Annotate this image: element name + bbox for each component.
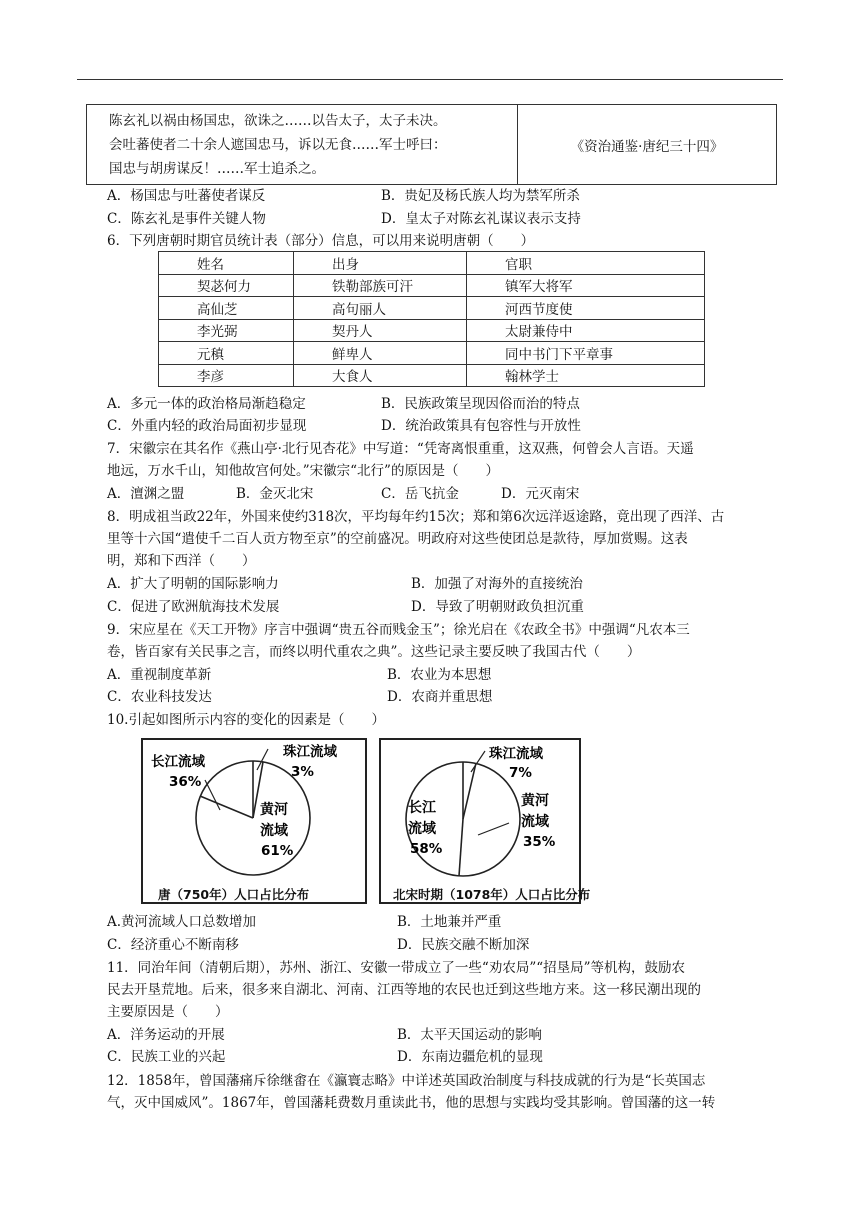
q10-option-b[interactable]: B．土地兼并严重 <box>397 914 502 930</box>
q7-stem: 地远，万水千山，知他故宫何处。”宋徽宗“北行”的原因是（ ） <box>107 463 499 479</box>
table-cell: 镇军大将军 <box>467 274 705 297</box>
table-header-row <box>159 252 705 275</box>
q9-option-b[interactable]: B．农业为本思想 <box>387 667 492 683</box>
leader-line <box>471 751 485 772</box>
value-changjiang: 36% <box>169 774 202 790</box>
q8-option-b[interactable]: B．加强了对海外的直接统治 <box>411 576 583 592</box>
q8-option-d[interactable]: D．导致了明朝财政负担沉重 <box>411 599 584 615</box>
table-header: 官职 <box>467 252 705 275</box>
q10-option-a[interactable]: A.黄河流域人口总数增加 <box>107 914 257 930</box>
officials-table <box>158 251 705 387</box>
label-zhujiang: 珠江流域 <box>283 744 337 760</box>
table-row <box>159 364 705 387</box>
table-cell: 河西节度使 <box>467 297 705 320</box>
value-zhujiang: 3% <box>291 764 314 780</box>
q9-option-a[interactable]: A．重视制度革新 <box>107 667 212 683</box>
q11-stem: 民去开垦荒地。后来，很多来自湖北、河南、江西等地的农民也迁到这些地方来。这一移民潮出现的 <box>107 982 701 998</box>
q6-option-b[interactable]: B．民族政策呈现因俗而治的特点 <box>381 396 580 412</box>
q9-option-c[interactable]: C．农业科技发达 <box>107 689 212 705</box>
value-huanghe: 35% <box>523 834 556 850</box>
label-huanghe-2: 流域 <box>521 814 549 830</box>
table-row <box>159 274 705 297</box>
table-header: 姓名 <box>159 252 294 275</box>
q11-stem: 主要原因是（ ） <box>107 1004 229 1020</box>
label-changjiang-1: 长江 <box>408 800 436 816</box>
quote-line: 国忠与胡虏谋反！……军士追杀之。 <box>109 161 325 177</box>
chart-caption-song: 北宋时期（1078年）人口占比分布 <box>393 887 591 902</box>
pie-chart-song-svg <box>381 740 579 902</box>
table-cell: 契丹人 <box>294 319 467 342</box>
q5-option-d[interactable]: D．皇太子对陈玄礼谋议表示支持 <box>381 211 581 227</box>
q7-stem: 7．宋徽宗在其名作《燕山亭·北行见杏花》中写道：“凭寄离恨重重，这双燕，何曾会人言语。天遥 <box>107 441 694 457</box>
leader-line <box>478 823 509 835</box>
q10-stem: 10.引起如图所示内容的变化的因素是（ ） <box>107 712 385 728</box>
quote-line: 会吐蕃使者二十余人遮国忠马，诉以无食……军士呼曰： <box>109 137 447 153</box>
q9-stem: 卷，皆百家有关民事之言，而终以明代重农之典”。这些记录主要反映了我国古代（ ） <box>107 644 641 660</box>
table-cell: 同中书门下平章事 <box>467 342 705 365</box>
table-row <box>159 319 705 342</box>
quote-text <box>87 105 518 184</box>
label-changjiang-2: 流域 <box>408 821 436 837</box>
pie-boundary <box>463 763 476 819</box>
table-row <box>159 297 705 320</box>
pie-chart-tang-svg <box>143 740 365 902</box>
label-huanghe-1: 黄河 <box>260 802 288 818</box>
q8-option-c[interactable]: C．促进了欧洲航海技术发展 <box>107 599 280 615</box>
q7-option-b[interactable]: B．金灭北宋 <box>236 486 314 502</box>
table-cell: 高仙芝 <box>159 297 294 320</box>
quote-source: 《资治通鉴·唐纪三十四》 <box>570 139 724 155</box>
pie-boundary <box>200 796 253 818</box>
q10-option-c[interactable]: C．经济重心不断南移 <box>107 937 239 953</box>
table-cell: 大食人 <box>294 364 467 387</box>
q11-stem: 11．同治年间（清朝后期），苏州、浙江、安徽一带成立了一些“劝农局”“招垦局”等机构，鼓励农 <box>107 960 686 976</box>
leader-line <box>205 780 220 810</box>
q8-stem: 8．明成祖当政22年，外国来使约318次，平均每年约15次；郑和第6次远洋返途路，竟出现了西洋、古 <box>107 509 725 525</box>
pie-boundary <box>459 819 463 876</box>
table-cell: 元稹 <box>159 342 294 365</box>
header-rule <box>77 79 783 80</box>
q9-stem: 9．宋应星在《天工开物》序言中强调“贵五谷而贱金玉”；徐光启在《农政全书》中强调“凡农本三 <box>107 622 690 638</box>
q12-stem: 气，灭中国威风”。1867年，曾国藩耗费数月重读此书，他的思想与实践均受其影响。曾国藩的这一转 <box>107 1095 716 1111</box>
table-row <box>159 342 705 365</box>
q5-option-a[interactable]: A．杨国忠与吐蕃使者谋反 <box>107 188 266 204</box>
label-huanghe-1: 黄河 <box>521 793 549 809</box>
value-huanghe: 61% <box>261 843 294 859</box>
q7-option-a[interactable]: A．澶渊之盟 <box>107 486 185 502</box>
q11-option-a[interactable]: A．洋务运动的开展 <box>107 1027 225 1043</box>
q8-stem: 明，郑和下西洋（ ） <box>107 553 256 569</box>
q11-option-b[interactable]: B．太平天国运动的影响 <box>397 1027 542 1043</box>
chart-caption-tang: 唐（750年）人口占比分布 <box>158 887 310 902</box>
q11-option-c[interactable]: C．民族工业的兴起 <box>107 1049 226 1065</box>
q11-option-d[interactable]: D．东南边疆危机的显现 <box>397 1049 543 1065</box>
table-cell: 李光弼 <box>159 319 294 342</box>
value-zhujiang: 7% <box>509 765 532 781</box>
q8-option-a[interactable]: A．扩大了明朝的国际影响力 <box>107 576 279 592</box>
q8-stem: 里等十六国“遣使千二百人贡方物至京”的空前盛况。明政府对这些使团总是款待，厚加赏赐。这表 <box>107 531 688 547</box>
table-cell: 高句丽人 <box>294 297 467 320</box>
q5-option-c[interactable]: C．陈玄礼是事件关键人物 <box>107 211 266 227</box>
q9-option-d[interactable]: D．农商并重思想 <box>387 689 493 705</box>
table-cell: 鲜卑人 <box>294 342 467 365</box>
table-cell: 翰林学士 <box>467 364 705 387</box>
quote-line: 陈玄礼以祸由杨国忠，欲诛之……以告太子，太子未决。 <box>109 113 447 129</box>
q6-option-c[interactable]: C．外重内轻的政治局面初步显现 <box>107 418 307 434</box>
q7-option-d[interactable]: D．元灭南宋 <box>501 486 580 502</box>
label-huanghe-2: 流域 <box>260 823 288 839</box>
value-changjiang: 58% <box>410 841 443 857</box>
q7-option-c[interactable]: C．岳飞抗金 <box>381 486 459 502</box>
pie-chart-song <box>379 738 581 904</box>
q6-option-a[interactable]: A．多元一体的政治格局渐趋稳定 <box>107 396 306 412</box>
q6-option-d[interactable]: D．统治政策具有包容性与开放性 <box>381 418 581 434</box>
label-zhujiang: 珠江流域 <box>489 746 543 762</box>
q5-option-b[interactable]: B．贵妃及杨氏族人均为禁军所杀 <box>381 188 580 204</box>
pie-chart-tang <box>141 738 367 904</box>
table-cell: 太尉兼侍中 <box>467 319 705 342</box>
q12-stem: 12．1858年，曾国藩痛斥徐继畬在《瀛寰志略》中详述英国政治制度与科技成就的行为是“长英国志 <box>107 1073 706 1089</box>
label-changjiang: 长江流域 <box>151 754 205 770</box>
q10-option-d[interactable]: D．民族交融不断加深 <box>397 937 530 953</box>
q6-stem: 6．下列唐朝时期官员统计表（部分）信息，可以用来说明唐朝（ ） <box>107 233 535 249</box>
table-cell: 铁勒部族可汗 <box>294 274 467 297</box>
quote-box <box>86 104 777 185</box>
table-cell: 李彦 <box>159 364 294 387</box>
table-cell: 契苾何力 <box>159 274 294 297</box>
table-header: 出身 <box>294 252 467 275</box>
